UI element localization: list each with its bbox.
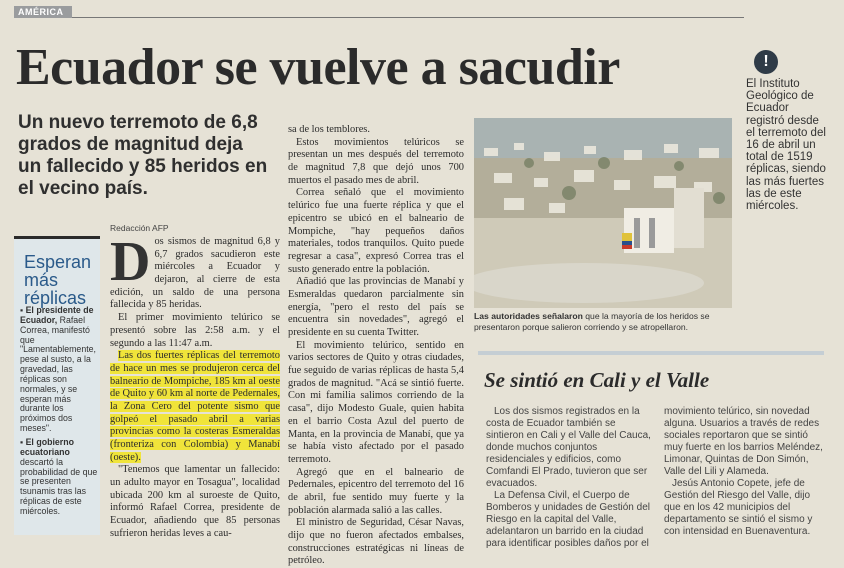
- paragraph: Agregó que en el balneario de Pedernales, epicentro del terremoto del 16 de abril, fue sentido muy fuerte y la población alarmada salió a las calles.: [288, 466, 464, 516]
- sidebar-item-lead: El gobierno ecuatoriano: [20, 436, 74, 457]
- sidebar-item-lead: El presidente de Ecuador,: [20, 305, 94, 325]
- drop-cap: D: [110, 231, 151, 293]
- section-rule: [14, 17, 744, 18]
- highlighted-paragraph: Las dos fuertes réplicas del terremoto de hace un mes se produjeron cerca del balneario de Mompiche, 185 km al oeste de Quito y 60 km al norte de Pedernales, la Zona Cero del potente sismo que golpeó el pasado abril a varias provincias como la costeras Esmeraldas (fronteriza con Colombia) y Manabí (oeste).: [110, 350, 280, 463]
- section-tag: AMÉRICA: [14, 6, 72, 18]
- paragraph: Jesús Antonio Copete, jefe de Gestión del Riesgo del Valle, dijo que en los 42 municipios del departamento se sintió el sismo y con intensidad en Buenaventura.: [664, 478, 813, 537]
- paragraph: Añadió que las provincias de Manabí y Esmeraldas quedaron parcialmente sin energía, "pero el resto del país se encuentra sin novedades", agregó el presidente en su cuenta Twitter.: [288, 276, 464, 338]
- photo-caption: [474, 311, 732, 332]
- side-note: El Instituto Geológico de Ecuador registró desde el terremoto del 16 de abril un total de 1519 réplicas, siendo las más fuertes las de este miércoles.: [746, 78, 826, 212]
- caption-lead: Las autoridades señalaron: [474, 311, 583, 321]
- byline: Redacción AFP: [110, 223, 169, 233]
- paragraph: El ministro de Seguridad, César Navas, dijo que no fueron afectados embalses, construcciones estratégicas ni líneas de petróleo.: [288, 517, 464, 567]
- box-rule: [478, 351, 824, 355]
- caption-text: que la mayoría de los heridos se presentaron porque salieron corriendo y se atropellaron.: [474, 311, 710, 332]
- paragraph: "Tenemos que lamentar un fallecido: un adulto mayor en Tosagua", localidad ubicada 200 km al suroeste de Quito, informó Rafael Correa, presidente de Ecuador, añadiendo que 85 personas sufrieron heridas leves a cau-: [110, 464, 280, 539]
- earthquake-photo: [474, 118, 732, 308]
- paragraph: sa de los temblores.: [288, 124, 370, 135]
- box-column-1: [486, 406, 654, 550]
- article-column-1: [110, 231, 280, 541]
- paragraph: os sismos de magnitud 6,8 y 6,7 grados sacudieron este miércoles a Ecuador y dejaron, al cierre de esta edición, un saldo de una persona fallecida y 85 heridas.: [110, 236, 280, 311]
- sidebar-item: ▪ El presidente de Ecuador, Rafael Correa, manifestó que "Lamentablemente, pese al susto, a la gravedad, las réplicas son normales, y se esperan más durante los próximos dos meses".: [20, 305, 96, 434]
- paragraph: Estos movimientos telúricos se presentan un mes después del terremoto de magnitud 7,8 que dejó unos 700 muertos el pasado mes de abril.: [288, 136, 464, 186]
- headline: Ecuador se vuelve a sacudir: [16, 39, 620, 96]
- sidebar-item: ▪ El gobierno ecuatoriano descartó la probabilidad de que se presenten tsunamis tras las réplicas de este miércoles.: [20, 436, 98, 516]
- sidebar-item-text: Rafael Correa, manifestó que "Lamentablemente, pese al susto, a la gravedad, las réplicas son normales, y se esperan más durante los próximos dos meses".: [20, 314, 96, 434]
- paragraph: Los dos sismos registrados en la costa de Ecuador también se sintieron en Cali y el Valle del Cauca, donde muchos conjuntos residenciales y edificios, como Comfandi El Prado, tuvieron que ser evacuados.: [486, 406, 651, 489]
- sidebar-title: Esperan más réplicas: [24, 252, 92, 308]
- town-aerial-illustration: [474, 118, 732, 308]
- paragraph: Correa señaló que el movimiento telúrico fue una fuerte réplica y que el epicentro se ubicó en el balneario de Mompiche, "hay pequeños daños materiales, todos tranquilos. Quito puede regresar a casa", expresó Correa tras el susto generado entre la población.: [288, 187, 464, 275]
- box-title: Se sintió en Cali y el Valle: [484, 368, 710, 392]
- box-column-2: [664, 406, 828, 538]
- paragraph: La Defensa Civil, el Cuerpo de Bomberos y unidades de Gestión del Riesgo en la capital del Valle, adelantaron un barrido en la ciudad para identificar posibles daños por el: [486, 490, 650, 549]
- paragraph: movimiento telúrico, sin novedad alguna. Usuarios a través de redes sociales reportaron que se sintió muy fuerte en los barrios Meléndez, Limonar, Quintas de Don Simón, Valle del Lili y Alameda.: [664, 406, 823, 477]
- sidebar-item-text: descartó la probabilidad de que se presenten tsunamis tras las réplicas de este miércoles.: [20, 456, 98, 516]
- deck: Un nuevo terremoto de 6,8 grados de magnitud deja un fallecido y 85 heridos en el vecino país.: [18, 112, 268, 199]
- sidebar-list: [20, 306, 98, 521]
- paragraph: El movimiento telúrico, sentido en varios sectores de Quito y otras ciudades, fue seguido de varias réplicas de hasta 5,4 grados de magnitud. "Acá se sintió fuerte. Con mi familia salimos corriendo de la casa", dijo Modesto Guale, quien habita en el barrio Costa Azul del puerto de Manta, en la provincia de Manabí, que ya se había visto afectado por el pasado terremoto.: [288, 339, 464, 465]
- paragraph: El primer movimiento telúrico se presentó sobre las 2:58 a.m. y el segundo a las 11:47 a.m.: [110, 312, 280, 349]
- alert-icon: !: [754, 50, 778, 74]
- article-column-2: [288, 124, 464, 568]
